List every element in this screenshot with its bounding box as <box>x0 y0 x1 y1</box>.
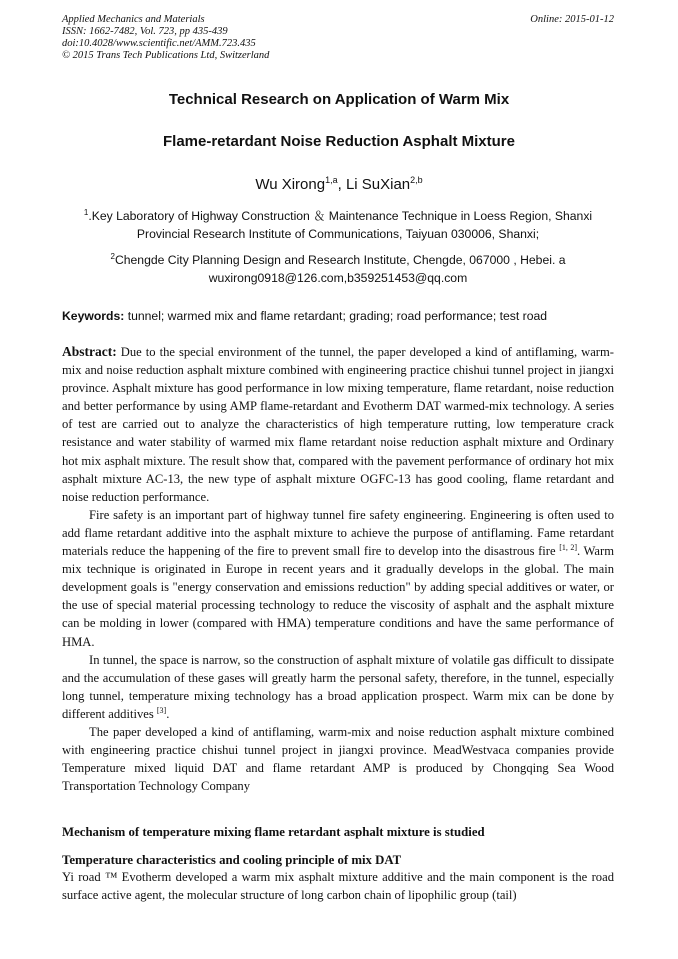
paragraph-1-text-b: . Warm mix technique is originated in Europe in recent years and it gradually develops in the global. The main development goals is "energy conservation and emissions reduction" by adding special additives or water, or the use of special material processing technology to reduce the viscosity of asphalt and the asphalt mixture can be molding in lower (compared with HMA) temperature conditions and have the same performance of HMA. <box>62 544 614 649</box>
journal-doi: doi:10.4028/www.scientific.net/AMM.723.435 <box>62 38 256 49</box>
affiliation-2-marker: 2 <box>110 252 115 261</box>
author-emails: wuxirong0918@126.com,b359251453@qq.com <box>208 271 468 285</box>
paragraph-2 <box>62 651 614 723</box>
paper-title-line-1: Technical Research on Application of Warm Mix <box>168 91 510 108</box>
main-text <box>62 343 614 795</box>
online-date: Online: 2015-01-12 <box>530 14 614 25</box>
author-list <box>0 176 678 193</box>
journal-issn: ISSN: 1662-7482, Vol. 723, pp 435-439 <box>62 26 228 37</box>
author-1-affil: 1,a <box>325 175 338 185</box>
keywords <box>62 309 614 323</box>
affiliation-1 <box>62 207 614 243</box>
author-separator: , <box>337 176 346 193</box>
author-2-affil: 2,b <box>410 175 423 185</box>
paragraph-1-text-a: Fire safety is an important part of highway tunnel fire safety engineering. Engineering is often used to add flame retardant additive into the asphalt mixture to achieve the purpose of antiflaming. Fame retardant materials reduce the happening of the fire to prevent small fire to develop into the disastrous fire <box>62 507 614 559</box>
section-text <box>62 868 614 904</box>
journal-name: Applied Mechanics and Materials <box>62 14 205 25</box>
affiliation-1-line-1: .Key Laboratory of Highway Construction ＆ Maintenance Technique in Loess Region, Shanxi <box>88 209 593 223</box>
keywords-label: Keywords: <box>62 309 125 323</box>
affiliation-2-line-1: Chengde City Planning Design and Research Institute, Chengde, 067000 , Hebei. a <box>114 253 566 267</box>
paragraph-4: Yi road ™ Evotherm developed a warm mix asphalt mixture additive and the main component is the road surface active agent, the molecular structure of long carbon chain of lipophilic group (tail) <box>62 870 614 903</box>
paragraph-2-text-a: In tunnel, the space is narrow, so the construction of asphalt mixture of volatile gas difficult to dissipate and the accumulation of these gases will greatly harm the personal safety, therefore, in the tunnel, especially long tunnel, temperature mixing technology has a broad application prospect. Warm mix can be done by different additives <box>62 652 614 721</box>
affiliation-1-line-2: Provincial Research Institute of Communications, Taiyuan 030006, Shanxi; <box>136 227 540 241</box>
affiliation-2 <box>62 251 614 287</box>
subsection-heading-dat: Temperature characteristics and cooling principle of mix DAT <box>62 853 402 867</box>
journal-copyright: © 2015 Trans Tech Publications Ltd, Switzerland <box>62 50 270 61</box>
author-1-name: Wu Xirong <box>255 176 326 193</box>
citation-1-2: [1, 2] <box>559 543 577 553</box>
author-2-name: Li SuXian <box>345 176 411 193</box>
citation-3: [3] <box>156 705 167 715</box>
paragraph-3: The paper developed a kind of antiflaming, warm-mix and noise reduction asphalt mixture combined with engineering practice chishui tunnel project in jiangxi province. MeadWestvaca companies provide Temperature mixed liquid DAT and flame retardant AMP is produced by Chongqing Sea Wood Transportation Technology Company <box>62 724 614 794</box>
paragraph-2-text-b: . <box>166 706 170 721</box>
paragraph-1 <box>62 506 614 651</box>
abstract-text: Due to the special environment of the tunnel, the paper developed a kind of antiflaming, warm-mix and noise reduction asphalt mixture combined with engineering practice chishui tunnel project in jiangxi province. Asphalt mixture has good performance in low mixing temperature, flame retardant, noise reduction and better performance by using AMP flame-retardant and Evotherm DAT warmed-mix technology. A series of test are carried out to analyze the characteristics of high temperature rutting, low temperature crack resistance and water stability of warmed mix flame retardant noise reduction asphalt mixture and Ordinary hot mix asphalt mixture. The result show that, compared with the pavement performance of ordinary hot mix asphalt mixture AC-13, the new type of asphalt mixture OGFC-13 has good cooling, flame retardant and noise reduction performance. <box>62 345 614 504</box>
abstract <box>62 343 614 506</box>
affiliation-1-marker: 1 <box>83 208 89 217</box>
paper-title-line-2: Flame-retardant Noise Reduction Asphalt Mixture <box>162 133 515 150</box>
journal-header <box>62 14 614 62</box>
keywords-text: tunnel; warmed mix and flame retardant; grading; road performance; test road <box>124 309 548 323</box>
section-heading-mechanism: Mechanism of temperature mixing flame retardant asphalt mixture is studied <box>62 825 485 839</box>
abstract-label: Abstract: <box>62 344 117 359</box>
